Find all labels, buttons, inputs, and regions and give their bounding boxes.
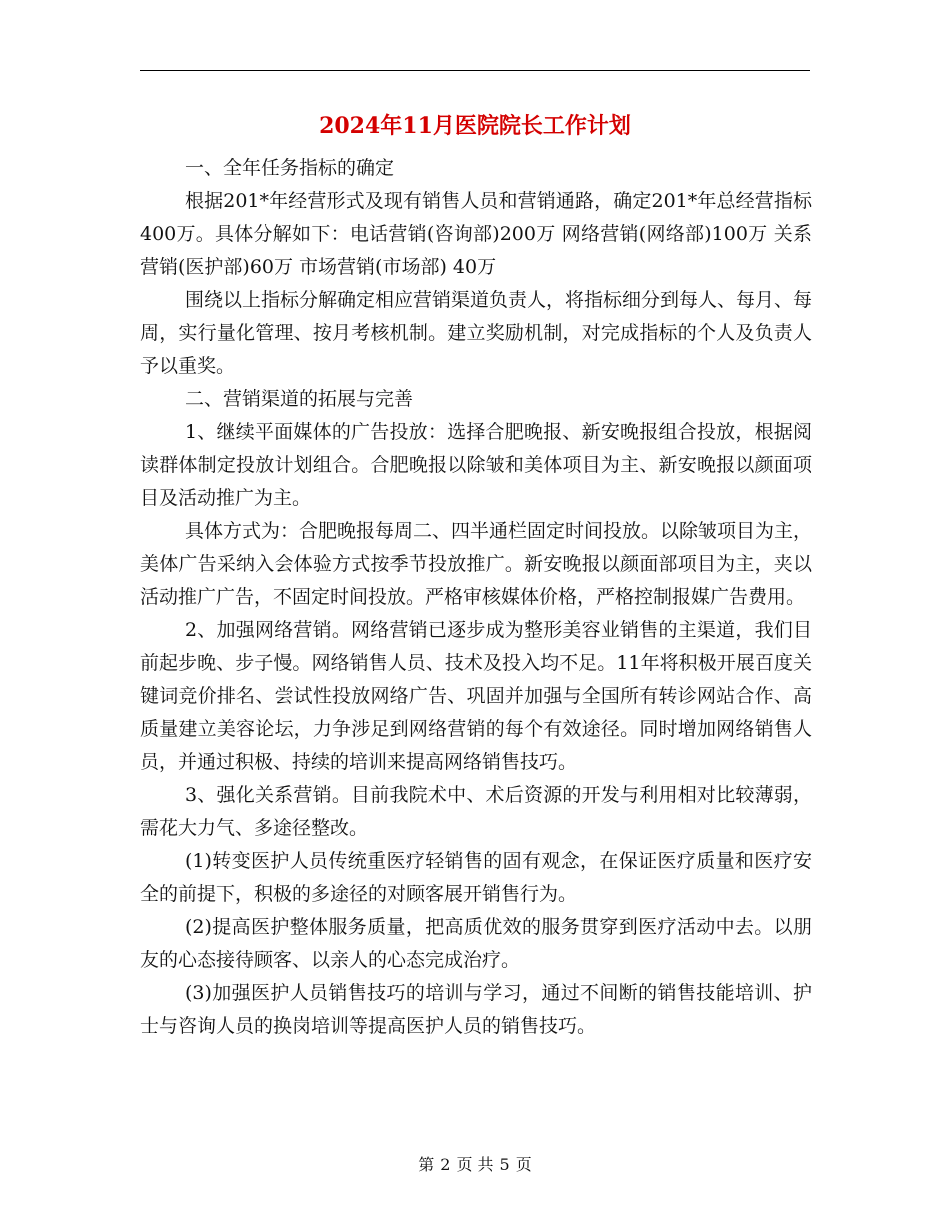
paragraph: 3、强化关系营销。目前我院术中、术后资源的开发与利用相对比较薄弱，需花大力气、多途径整改。 bbox=[140, 784, 812, 839]
paragraph: 根据201*年经营形式及现有销售人员和营销通路，确定201*年总经营指标400万。具体分解如下：电话营销(咨询部)200万 网络营销(网络部)100万 关系营销(医护部)60万 市场营销(市场部) 40万 bbox=[140, 190, 812, 278]
footer-total-pages: 5 bbox=[499, 1155, 510, 1174]
paragraph: (3)加强医护人员销售技巧的培训与学习，通过不间断的销售技能培训、护士与咨询人员的换岗培训等提高医护人员的销售技巧。 bbox=[140, 982, 812, 1037]
paragraph: (2)提高医护整体服务质量，把高质优效的服务贯穿到医疗活动中去。以朋友的心态接待顾客、以亲人的心态完成治疗。 bbox=[140, 916, 812, 971]
section-heading-2: 二、营销渠道的拓展与完善 bbox=[185, 388, 414, 410]
section-heading-1: 一、全年任务指标的确定 bbox=[185, 157, 395, 179]
document-body bbox=[140, 152, 812, 1043]
paragraph: 具体方式为：合肥晚报每周二、四半通栏固定时间投放。以除皱项目为主，美体广告采纳入会体验方式按季节投放推广。新安晚报以颜面部项目为主，夹以活动推广广告，不固定时间投放。严格审核媒体价格，严格控制报媒广告费用。 bbox=[140, 520, 813, 608]
document-title: 2024年11月医院院长工作计划 bbox=[319, 113, 631, 139]
paragraph: (1)转变医护人员传统重医疗轻销售的固有观念，在保证医疗质量和医疗安全的前提下，积极的多途径的对顾客展开销售行为。 bbox=[140, 850, 812, 905]
paragraph: 2、加强网络营销。网络营销已逐步成为整形美容业销售的主渠道，我们目前起步晚、步子慢。网络销售人员、技术及投入均不足。11年将积极开展百度关键词竞价排名、尝试性投放网络广告、巩固并加强与全国所有转诊网站合作、高质量建立美容论坛，力争涉足到网络营销的每个有效途径。同时增加网络销售人员，并通过积极、持续的培训来提高网络销售技巧。 bbox=[140, 619, 812, 773]
header-rule bbox=[140, 70, 810, 71]
footer-suffix: 页 bbox=[515, 1155, 532, 1174]
paragraph: 围绕以上指标分解确定相应营销渠道负责人，将指标细分到每人、每月、每周，实行量化管理、按月考核机制。建立奖励机制，对完成指标的个人及负责人予以重奖。 bbox=[140, 289, 813, 377]
footer-page-number: 2 bbox=[440, 1155, 451, 1174]
footer-middle: 页 共 bbox=[456, 1155, 494, 1174]
paragraph: 1、继续平面媒体的广告投放：选择合肥晚报、新安晚报组合投放，根据阅读群体制定投放计划组合。合肥晚报以除皱和美体项目为主、新安晚报以颜面项目及活动推广为主。 bbox=[140, 421, 812, 509]
footer-prefix: 第 bbox=[418, 1155, 435, 1174]
page-footer bbox=[0, 1153, 950, 1177]
